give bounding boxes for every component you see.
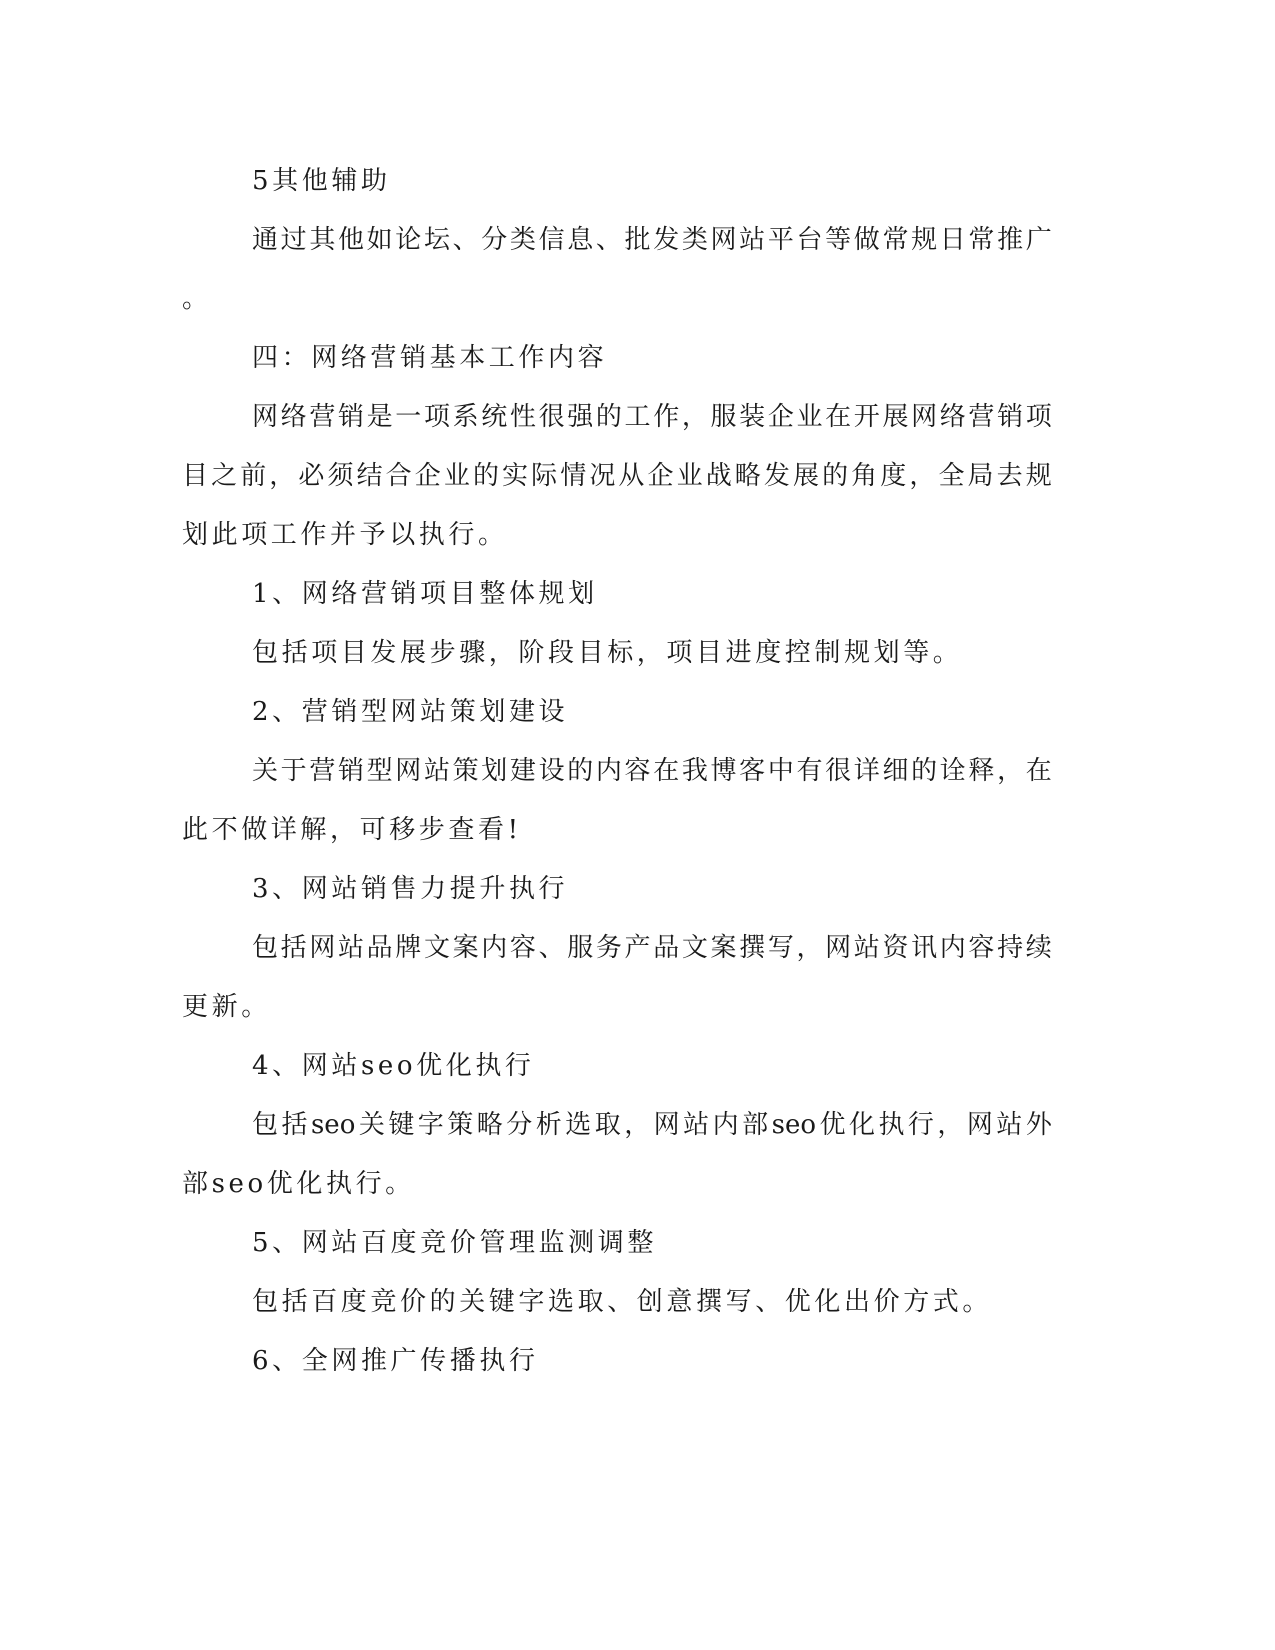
text-line: 包 括 seo 关 键 字 策 略 分 析 选 取 ， 网 站 内 部 seo 优 化 执 行 ， 网 站 外: [252, 1110, 1052, 1140]
text-line: 2、营销型网站策划建设: [252, 697, 569, 727]
text-line: 4、网站seo优化执行: [252, 1051, 535, 1081]
text-line: 6、全网推广传播执行: [252, 1346, 539, 1376]
text-line: 。: [182, 284, 212, 314]
text-line: 更新。: [182, 992, 271, 1022]
text-line: 此不做详解，可移步查看!: [182, 815, 522, 845]
document-body: [182, 152, 1052, 1391]
text-line: 3、网站销售力提升执行: [252, 874, 569, 904]
text-line: 5其他辅助: [252, 166, 391, 196]
text-line: 关 于 营 销 型 网 站 策 划 建 设 的 内 容 在 我 博 客 中 有 很 详 细 的 诠 释 ， 在: [252, 756, 1052, 786]
text-line: 划此项工作并予以执行。: [182, 520, 508, 550]
text-line: 目 之 前 ， 必 须 结 合 企 业 的 实 际 情 况 从 企 业 战 略 发 展 的 角 度 ， 全 局 去 规: [182, 461, 1052, 491]
text-line: 包括项目发展步骤，阶段目标，项目进度控制规划等。: [252, 638, 963, 668]
text-line: 包 括 网 站 品 牌 文 案 内 容 、 服 务 产 品 文 案 撰 写 ， 网 站 资 讯 内 容 持 续: [252, 933, 1052, 963]
text-line: 部seo优化执行。: [182, 1169, 415, 1199]
text-line: 通 过 其 他 如 论 坛 、 分 类 信 息 、 批 发 类 网 站 平 台 等 做 常 规 日 常 推 广: [252, 225, 1052, 255]
text-line: 四：网络营销基本工作内容: [252, 343, 608, 373]
text-line: 5、网站百度竞价管理监测调整: [252, 1228, 657, 1258]
text-line: 包括百度竞价的关键字选取、创意撰写、优化出价方式。: [252, 1287, 993, 1317]
text-line: 网 络 营 销 是 一 项 系 统 性 很 强 的 工 作 ， 服 装 企 业 在 开 展 网 络 营 销 项: [252, 402, 1052, 432]
text-line: 1、网络营销项目整体规划: [252, 579, 598, 609]
